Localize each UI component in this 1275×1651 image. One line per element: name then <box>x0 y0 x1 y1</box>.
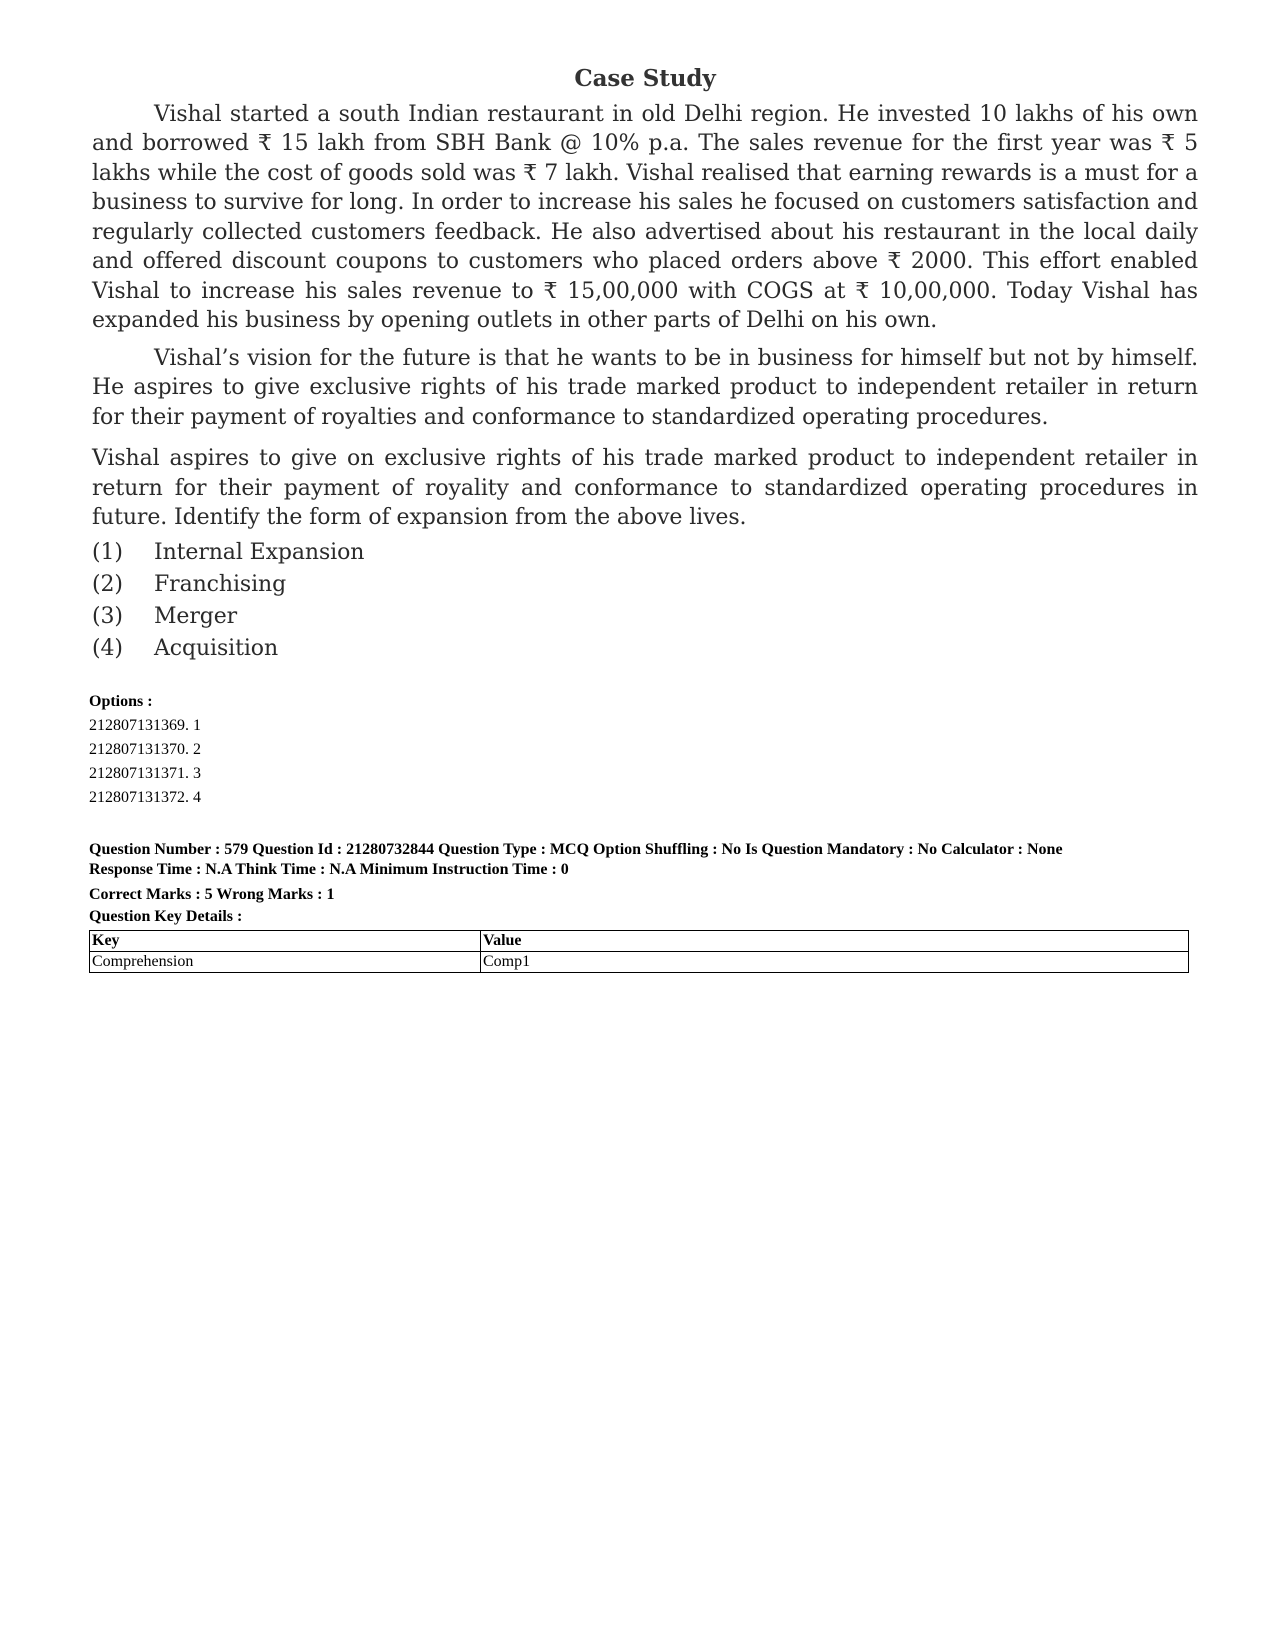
option-id-line: 212807131370. 2 <box>89 741 201 758</box>
table-header-row <box>90 931 1189 952</box>
answer-choices <box>92 537 1198 665</box>
choice-item <box>92 537 1198 569</box>
option-id-line: 212807131369. 1 <box>89 717 201 734</box>
question-info <box>89 840 1189 880</box>
table-header-value: Value <box>481 931 1189 952</box>
case-study-paragraph-2: Vishal’s vision for the future is that he wants to be in business for himself but not by himself. He aspires to give exclusive rights of his trade marked product to independent retailer in return for their payment of royalties and conformance to standardized operating procedures. <box>92 345 1198 430</box>
choice-number: (2) <box>92 571 123 597</box>
table-header-key: Key <box>90 931 481 952</box>
key-details-table <box>89 930 1189 973</box>
option-id-line: 212807131371. 3 <box>89 765 201 782</box>
question-info-line-2: Response Time : N.A Think Time : N.A Minimum Instruction Time : 0 <box>89 861 569 878</box>
options-label: Options : <box>89 693 153 710</box>
key-details-label: Question Key Details : <box>89 908 243 925</box>
case-study-paragraph-1: Vishal started a south Indian restaurant in old Delhi region. He invested 10 lakhs of his own and borrowed ₹ 15 lakh from SBH Bank @ 10% p.a. The sales revenue for the first year was ₹ 5 lakhs while the cost of goods sold was ₹ 7 lakh. Vishal realised that earning rewards is a must for a business to survive for long. In order to increase his sales he focused on customers satisfaction and regularly collected customers feedback. He also advertised about his restaurant in the local daily and offered discount coupons to customers who placed orders above ₹ 2000. This effort enabled Vishal to increase his sales revenue to ₹ 15,00,000 with COGS at ₹ 10,00,000. Today Vishal has expanded his business by opening outlets in other parts of Delhi on his own. <box>92 101 1198 333</box>
table-row <box>90 952 1189 973</box>
question-metadata <box>89 690 1189 973</box>
choice-item <box>92 633 1198 665</box>
marks-info: Correct Marks : 5 Wrong Marks : 1 <box>89 886 335 903</box>
choice-item <box>92 569 1198 601</box>
case-study-title: Case Study <box>574 65 716 92</box>
option-id-line: 212807131372. 4 <box>89 789 201 806</box>
table-cell-key: Comprehension <box>90 952 481 973</box>
choice-text: Internal Expansion <box>154 539 365 565</box>
choice-text: Acquisition <box>154 635 279 661</box>
choice-text: Merger <box>154 603 238 629</box>
choice-number: (4) <box>92 635 123 661</box>
choice-number: (1) <box>92 539 123 565</box>
question-text: Vishal aspires to give on exclusive rights of his trade marked product to independent retailer in return for their payment of royality and conformance to standardized operating procedures in future. Identify the form of expansion from the above lives. <box>92 446 1198 530</box>
table-cell-value: Comp1 <box>481 952 1189 973</box>
case-study-scan <box>92 58 1198 665</box>
choice-text: Franchising <box>154 571 287 597</box>
question-info-line-1: Question Number : 579 Question Id : 21280732844 Question Type : MCQ Option Shuffling : No Is Question Mandatory : No Calculator : None <box>89 841 1063 858</box>
choice-number: (3) <box>92 603 123 629</box>
choice-item <box>92 601 1198 633</box>
